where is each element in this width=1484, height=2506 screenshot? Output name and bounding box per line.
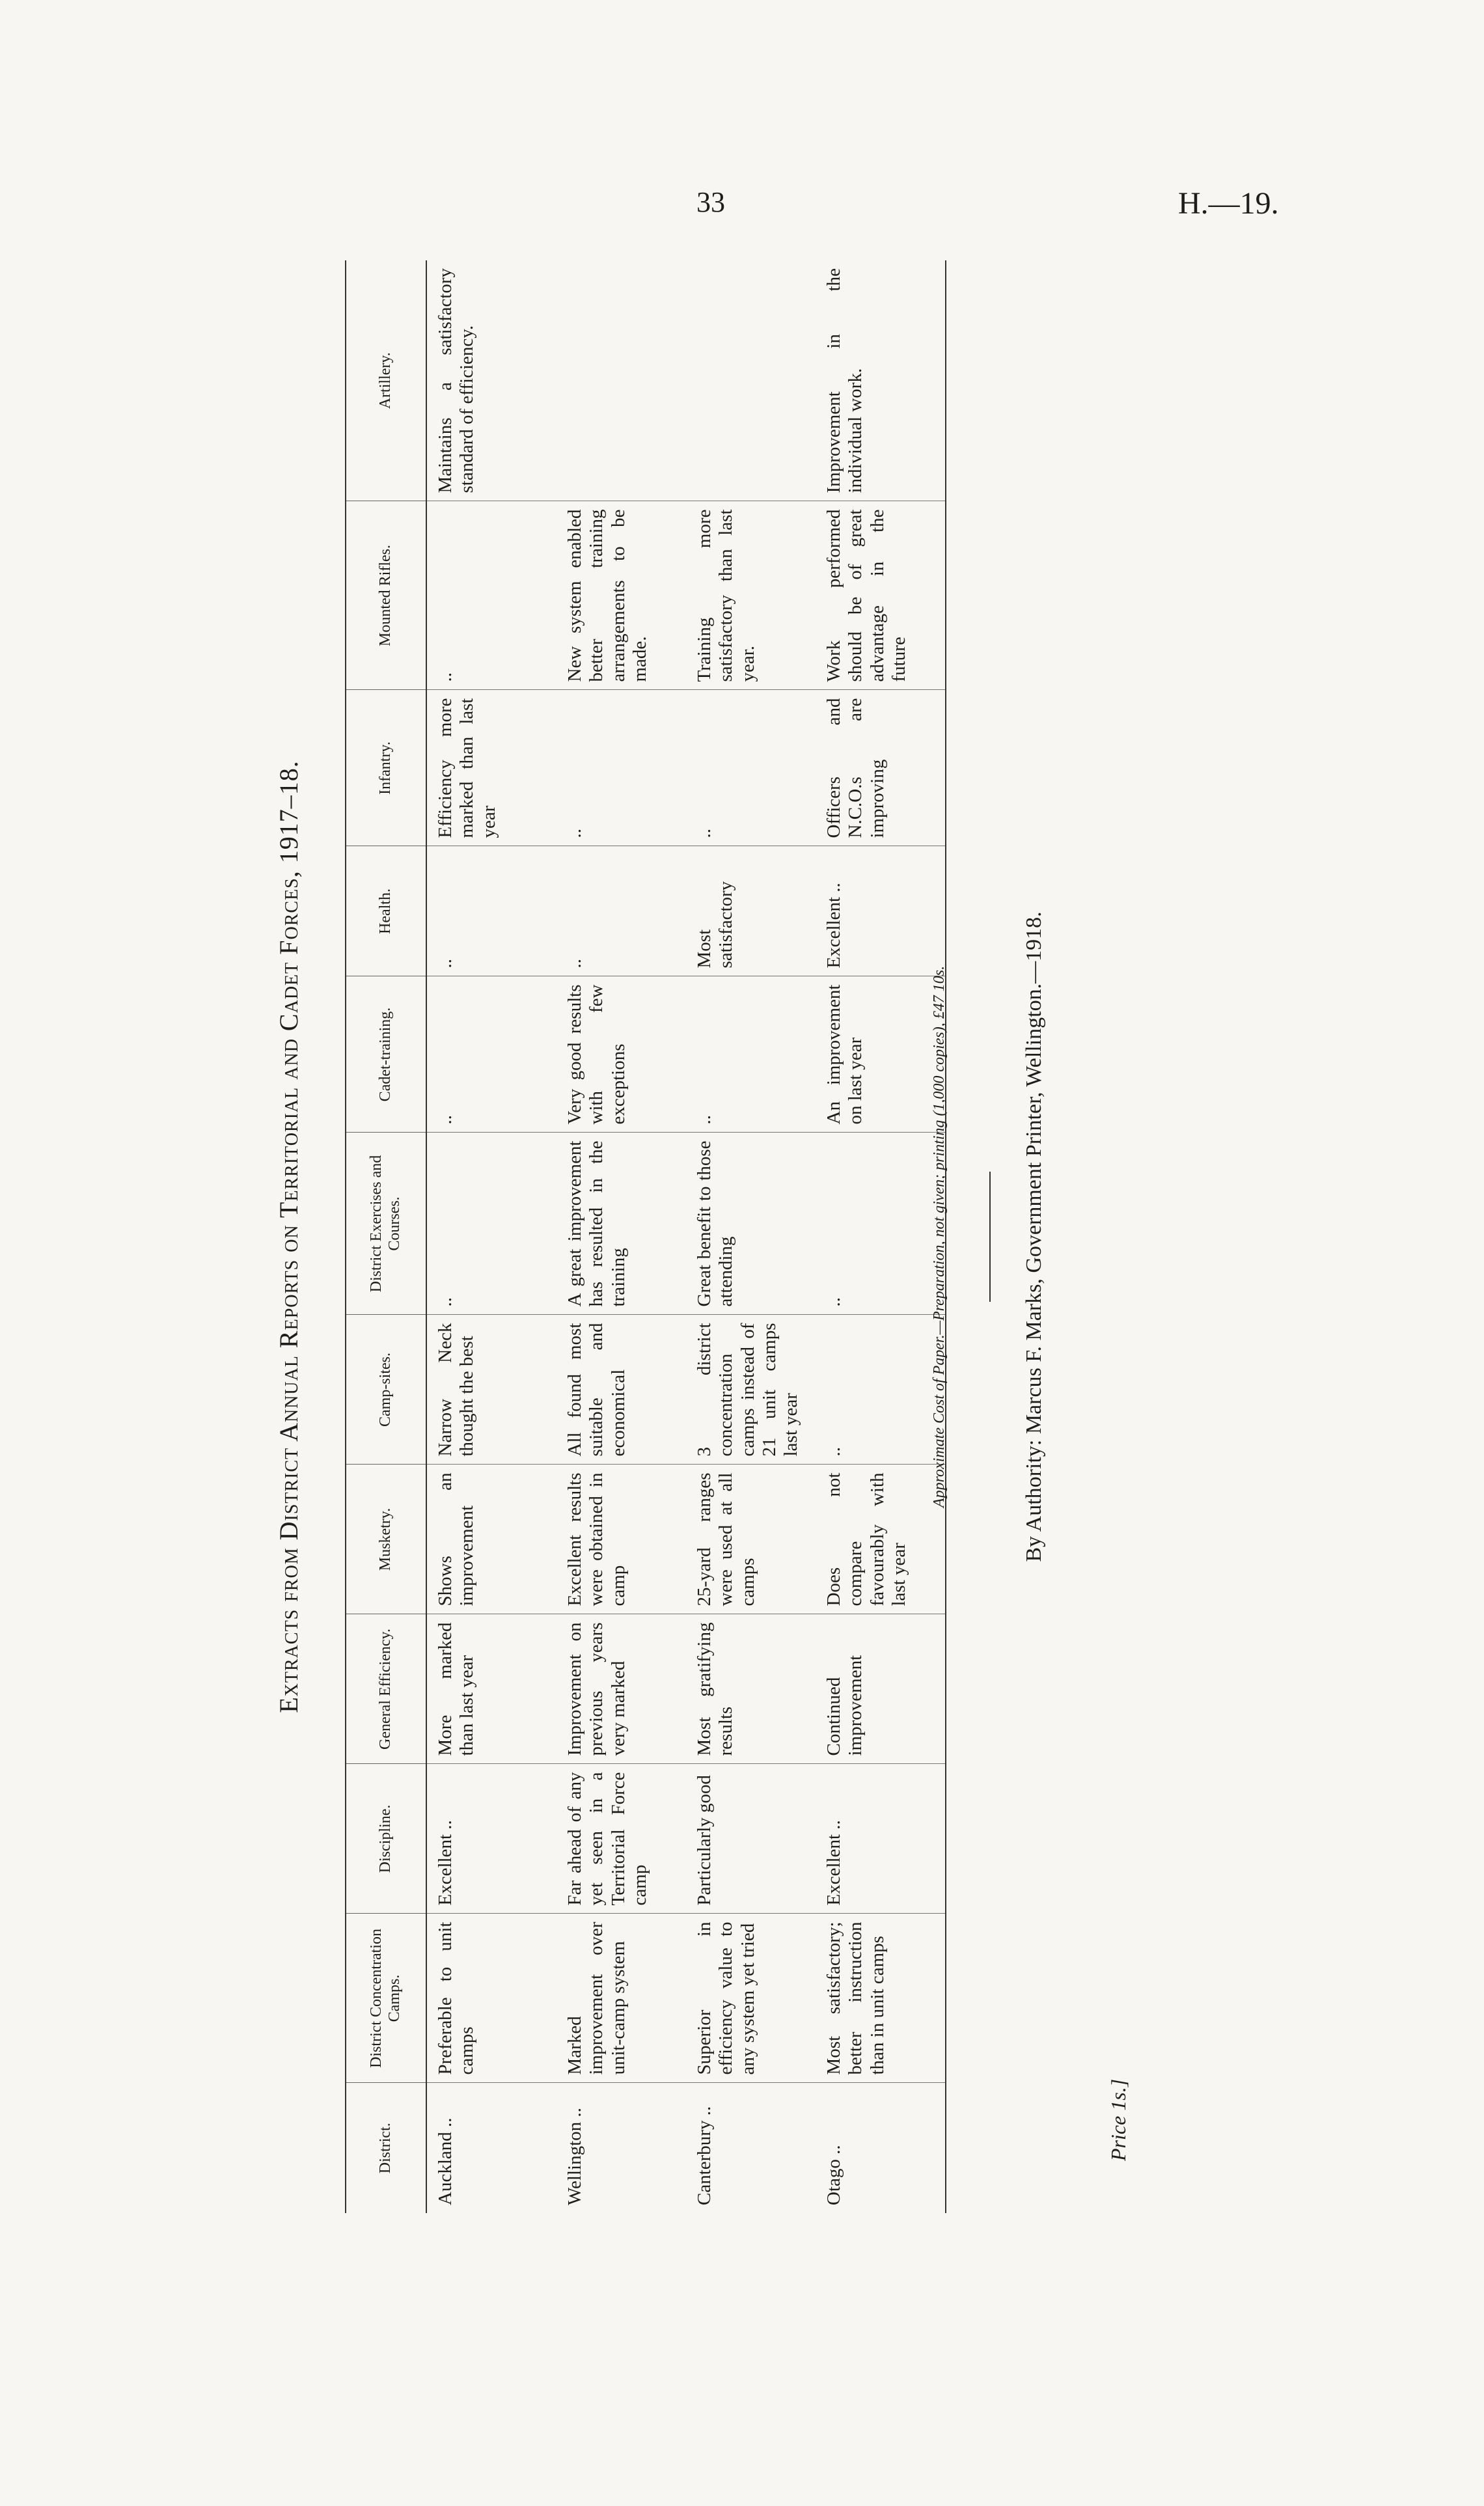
cell-health: .. — [426, 846, 556, 976]
cell-mounted: Training more satisfactory than last year. — [686, 501, 816, 690]
cell-infantry: Officers and N.C.O.s are improving — [816, 690, 946, 846]
cell-infantry: .. — [686, 690, 816, 846]
column-header: District Exercises and Courses. — [346, 1133, 426, 1315]
rotated-content — [273, 260, 1152, 2213]
cell-concentration: Most satisfactory; better instruction than in unit camps — [816, 1914, 946, 2083]
price-note: Price 1s.] — [1106, 2078, 1130, 2161]
column-header: Cadet-training. — [346, 976, 426, 1133]
title-text: Extracts from District Annual Reports on Territorial and Cadet Forces, 1917–18. — [274, 760, 303, 1713]
cell-artillery — [686, 260, 816, 501]
cell-discipline: Excellent .. — [816, 1764, 946, 1914]
cell-artillery — [556, 260, 686, 501]
cell-infantry: Efficiency more marked than last year — [426, 690, 556, 846]
cell-discipline: Far ahead of any yet seen in a Territorial Force camp — [556, 1764, 686, 1914]
cell-campsites: Narrow Neck thought the best — [426, 1315, 556, 1465]
cell-cadet: Very good results with few exceptions — [556, 976, 686, 1133]
cell-concentration: Preferable to unit camps — [426, 1914, 556, 2083]
cell-artillery: Maintains a satisfactory standard of efficiency. — [426, 260, 556, 501]
divider-rule — [989, 1172, 991, 1302]
cell-discipline: Particularly good — [686, 1764, 816, 1914]
column-header: Discipline. — [346, 1764, 426, 1914]
cell-health: .. — [556, 846, 686, 976]
cost-note: Approximate Cost of Paper.—Preparation, not given; printing (1,000 copies), £47 10s. — [931, 965, 948, 1508]
cell-concentration: Marked improvement over unit-camp system — [556, 1914, 686, 2083]
cell-mounted: Work performed should be of great advantage in the future — [816, 501, 946, 690]
table-row — [426, 260, 556, 2213]
cell-health: Excellent .. — [816, 846, 946, 976]
cell-musketry: 25-yard ranges were used at all camps — [686, 1465, 816, 1614]
cell-district: Auckland .. — [435, 2117, 456, 2205]
authority-line: By Authority: Marcus F. Marks, Government Printer, Wellington.—1918. — [1022, 911, 1046, 1562]
reports-table — [345, 260, 946, 2213]
cell-exercises: .. — [816, 1133, 946, 1315]
column-header: Infantry. — [346, 690, 426, 846]
cell-campsites: .. — [816, 1315, 946, 1465]
column-header: Health. — [346, 846, 426, 976]
document-reference: H.—19. — [1178, 186, 1279, 221]
cell-concentration: Superior in efficiency value to any system yet tried — [686, 1914, 816, 2083]
cell-infantry: .. — [556, 690, 686, 846]
cell-efficiency: Continued improvement — [816, 1614, 946, 1764]
cell-exercises: A great improvement has resulted in the training — [556, 1133, 686, 1315]
column-header: Musketry. — [346, 1465, 426, 1614]
column-header: Artillery. — [346, 260, 426, 501]
cell-cadet: .. — [686, 976, 816, 1133]
page-number: 33 — [696, 186, 725, 218]
cell-efficiency: Most gratifying results — [686, 1614, 816, 1764]
cell-musketry: Shows an improvement — [426, 1465, 556, 1614]
column-header: District Concentration Camps. — [346, 1914, 426, 2083]
cell-efficiency: Improvement on previous years very marked — [556, 1614, 686, 1764]
cell-cadet: .. — [426, 976, 556, 1133]
cell-district: Otago .. — [816, 2083, 946, 2213]
cell-mounted: New system enabled better training arrangements to be made. — [556, 501, 686, 690]
document-title — [273, 260, 304, 2213]
column-header: General Efficiency. — [346, 1614, 426, 1764]
cell-exercises: Great benefit to those attending — [686, 1133, 816, 1315]
cell-district: Canterbury .. — [694, 2106, 715, 2205]
cell-mounted: .. — [426, 501, 556, 690]
column-header: District. — [346, 2083, 426, 2213]
table-row — [816, 260, 946, 2213]
cell-health: Most satisfactory — [686, 846, 816, 976]
cell-discipline: Excellent .. — [426, 1764, 556, 1914]
cell-musketry: Excellent results were obtained in camp — [556, 1465, 686, 1614]
column-header: Camp-sites. — [346, 1315, 426, 1465]
cell-exercises: .. — [426, 1133, 556, 1315]
cell-efficiency: More marked than last year — [426, 1614, 556, 1764]
cell-musketry: Does not compare favourably with last year — [816, 1465, 946, 1614]
table-row — [686, 260, 816, 2213]
cell-cadet: An improvement on last year — [816, 976, 946, 1133]
cell-campsites: All found most suitable and economical — [556, 1315, 686, 1465]
cell-district: Wellington .. — [564, 2108, 585, 2205]
table-header-row — [346, 260, 426, 2213]
cell-artillery: Improvement in the individual work. — [816, 260, 946, 501]
column-header: Mounted Rifles. — [346, 501, 426, 690]
cell-campsites: 3 district concentration camps instead of 21 unit camps last year — [686, 1315, 816, 1465]
table-row — [556, 260, 686, 2213]
